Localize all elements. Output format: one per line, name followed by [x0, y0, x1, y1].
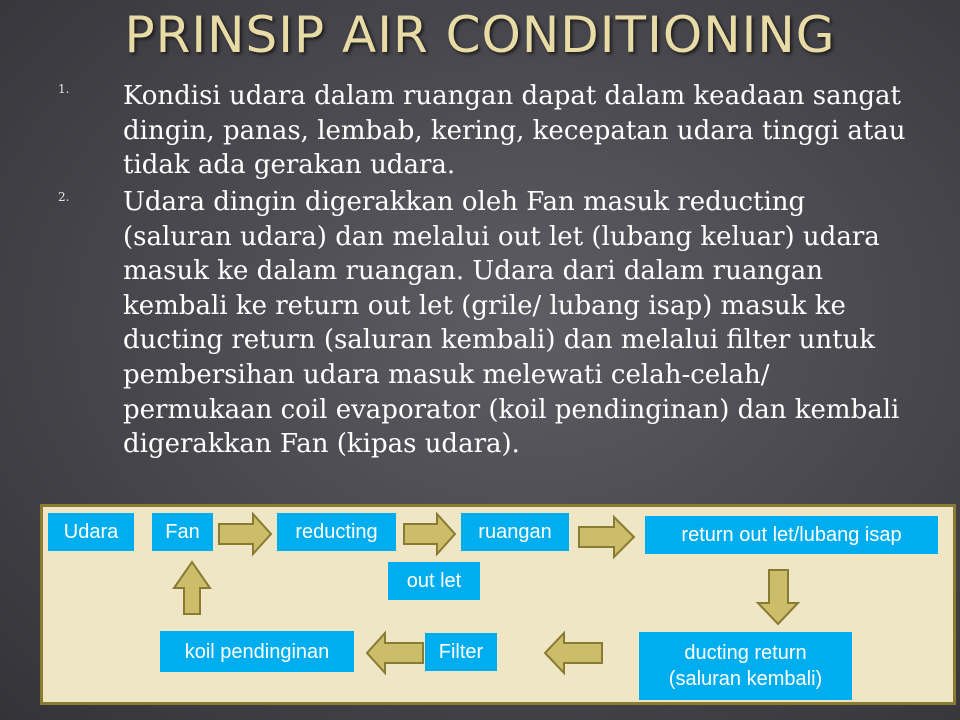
list-number-1: 1.	[58, 82, 70, 96]
list-number-2: 2.	[58, 190, 70, 204]
node-return-outlet: return out let/lubang isap	[645, 516, 938, 554]
arrow-left-ducting-filter	[545, 633, 602, 673]
node-reducting: reducting	[277, 513, 396, 551]
node-koil-pendinginan: koil pendinginan	[160, 631, 354, 672]
arrow-up-koil-fan	[174, 562, 210, 614]
arrow-right-reducting-ruangan	[404, 514, 455, 554]
arrow-right-fan-reducting	[219, 514, 271, 554]
node-ruangan: ruangan	[461, 513, 569, 551]
node-udara: Udara	[48, 513, 134, 551]
page-title: PRINSIP AIR CONDITIONING	[124, 6, 836, 64]
node-fan: Fan	[152, 513, 213, 551]
node-outlet: out let	[388, 562, 480, 600]
arrow-left-filter-koil	[367, 633, 423, 673]
node-filter: Filter	[425, 633, 497, 671]
arrow-right-ruangan-return	[579, 517, 634, 557]
arrow-down-return-ducting	[758, 570, 798, 624]
node-ducting-return-line2: (saluran kembali)	[668, 668, 823, 690]
list-text-2: Udara dingin digerakkan oleh Fan masuk reducting (saluran udara) dan melalui out let (lubang keluar) udara masuk ke dalam ruangan. Udara dari dalam ruangan kembali ke return out let (grile/ lubang isap) masuk ke ducting return (saluran kembali) dan melalui filter untuk pembersihan udara masuk melewati celah-celah/ permukaan coil evaporator (koil pendinginan) dan kembali digerakkan Fan (kipas udara).	[123, 187, 900, 460]
node-ducting-return	[639, 632, 852, 700]
node-ducting-return-line1: ducting return	[684, 642, 807, 664]
list-text-1: Kondisi udara dalam ruangan dapat dalam keadaan sangat dingin, panas, lembab, kering, kecepatan udara tinggi atau tidak ada gerakan udara.	[123, 81, 906, 181]
